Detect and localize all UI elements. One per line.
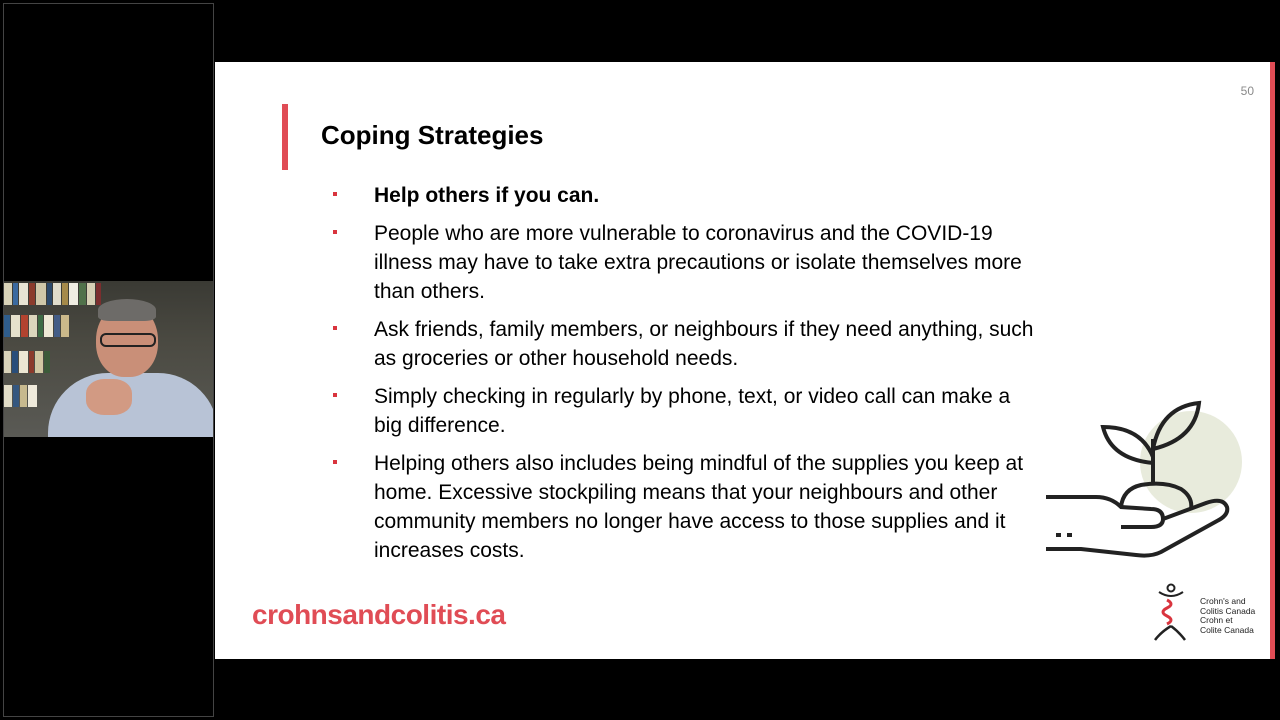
bullet-square-icon: [333, 192, 337, 196]
bullet-text: Ask friends, family members, or neighbours if they need anything, such as groceries or other household needs.: [374, 318, 1034, 370]
bullet-text: Helping others also includes being mindful of the supplies you keep at home. Excessive stockpiling means that your neighbours and other community members no longer have access to those supplies and it increases costs.: [374, 452, 1024, 562]
participant-video-tile[interactable]: [4, 281, 213, 437]
participant-hand: [86, 379, 132, 415]
logo-line: Crohn's and: [1200, 596, 1246, 606]
title-accent-bar: [282, 104, 288, 170]
bullet-text: Simply checking in regularly by phone, text, or video call can make a big difference.: [374, 385, 1011, 437]
website-url: crohnsandcolitis.ca: [252, 599, 506, 630]
hand-holding-plant-icon: [1041, 397, 1257, 572]
bullet-item: [333, 219, 1043, 306]
bullet-item: [333, 181, 1043, 210]
bullet-list: [333, 181, 1043, 574]
bullet-square-icon: [333, 460, 337, 464]
presentation-slide: [215, 62, 1270, 659]
logo-line: Colite Canada: [1200, 624, 1254, 635]
slide-number: 50: [1240, 84, 1254, 98]
bullet-square-icon: [333, 393, 337, 397]
participant-glasses: [100, 333, 156, 347]
bullet-item: [333, 382, 1043, 440]
bullet-text: Help others if you can.: [374, 184, 600, 207]
logo-line: Colitis Canada: [1200, 605, 1256, 616]
bullet-square-icon: [333, 326, 337, 330]
bullet-square-icon: [333, 230, 337, 234]
logo-text: [1200, 597, 1255, 635]
bullet-item: [333, 449, 1043, 565]
slide-title: Coping Strategies: [321, 120, 544, 150]
slide-accent-edge: [1270, 62, 1275, 659]
bullet-text: People who are more vulnerable to coronavirus and the COVID-19 illness may have to take extra precautions or isolate themselves more than others.: [374, 222, 1022, 303]
bullet-item: [333, 315, 1043, 373]
participant-hair: [98, 299, 156, 321]
logo-line: Crohn et: [1200, 615, 1233, 625]
